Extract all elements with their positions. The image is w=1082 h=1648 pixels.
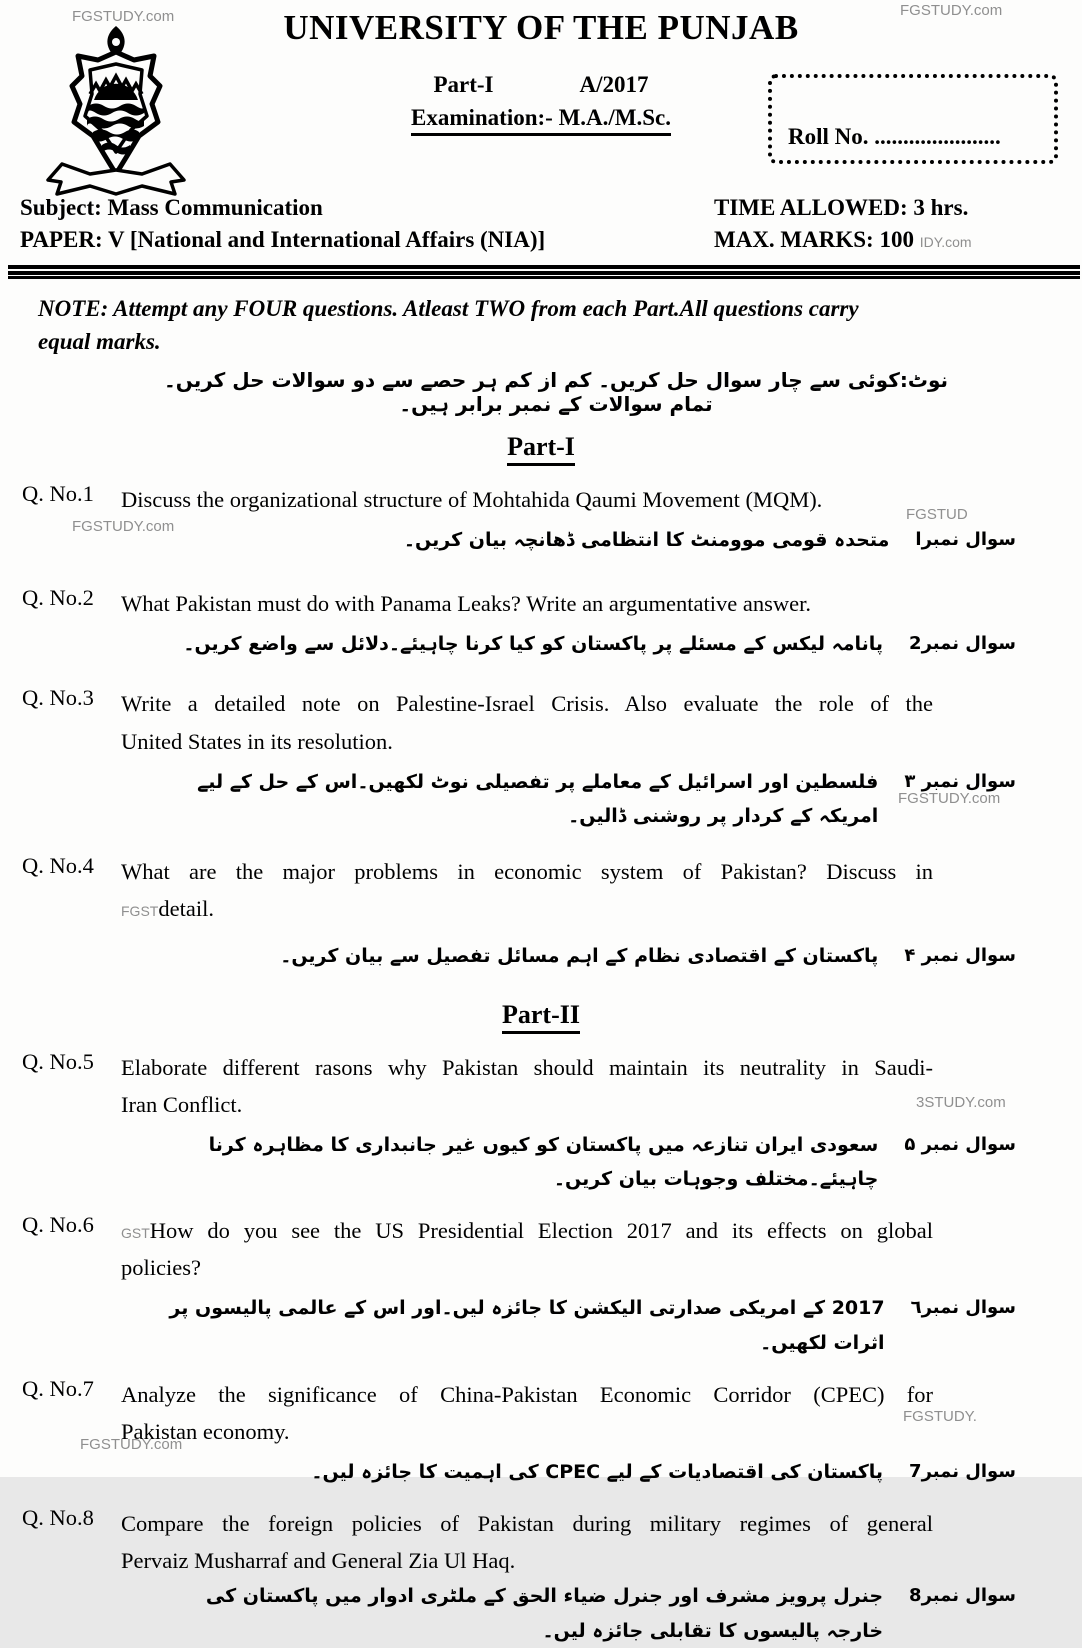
question-6 <box>22 1212 1082 1360</box>
watermark-q6-inline: GST <box>121 1225 150 1242</box>
question-7-text-line2: Pakistan economy. <box>121 1418 290 1444</box>
watermark-q1-left: FGSTUDY.com <box>72 518 175 535</box>
question-5-urdu-label: سوال نمبر ۵ <box>904 1133 1016 1155</box>
question-7-urdu: پاکستان کی اقتصادیات کے لیے CPEC کی اہمیت کا جائزہ لیں۔ <box>311 1461 884 1484</box>
part1-heading: Part-I <box>0 432 1082 466</box>
part-label: Part-I <box>433 72 494 97</box>
question-7-urdu-label: سوال نمبر7 <box>909 1461 1016 1483</box>
question-2-urdu-label: سوال نمبر2 <box>909 633 1016 655</box>
question-6-urdu: 2017 کے امریکی صدارتی الیکشن کا جائزہ لیں۔اور اس کے عالمی پالیسوں پر اثرات لکھیں۔ <box>169 1297 885 1354</box>
question-2-number: Q. No.2 <box>22 585 94 611</box>
question-4-urdu: پاکستان کے اقتصادی نظام کے اہم مسائل تفصیل سے بیان کریں۔ <box>280 945 879 968</box>
question-7-number: Q. No.7 <box>22 1375 94 1401</box>
question-8-text-line1: Compare the foreign policies of Pakistan during military regimes of general <box>121 1511 933 1537</box>
question-3-urdu: فلسطین اور اسرائیل کے معاملے پر تفصیلی نوٹ لکھیں۔اس کے حل کے لیے امریکہ کے کردار پر روشنی ڈالیں۔ <box>197 770 879 827</box>
roll-no-label: Roll No. ...................... <box>788 124 1001 149</box>
question-6-number: Q. No.6 <box>22 1212 94 1238</box>
question-5 <box>22 1049 1082 1197</box>
question-1-urdu-label: سوال نمبرا <box>915 528 1016 550</box>
watermark-q4-inline: FGST <box>121 903 159 920</box>
note-english: NOTE: Attempt any FOUR questions. Atleast TWO from each Part.All questions carry equal marks. <box>38 296 859 354</box>
max-marks: MAX. MARKS: 100 IDY.com <box>714 226 972 252</box>
question-5-urdu: سعودی ایران تنازعہ میں پاکستان کو کیوں غیر جانبداری کا مظاہرہ کرنا چاہیئے۔مختلف وجوہات بیان کریں۔ <box>208 1133 879 1190</box>
note-urdu: نوٹ:کوئی سے چار سوال حل کریں۔ کم از کم ہر حصے سے دو سوالات حل کریں۔ تمام سوالات کے نمبر برابر ہیں۔ <box>163 367 948 416</box>
subject-line: Subject: Mass Communication <box>20 195 323 220</box>
question-5-number: Q. No.5 <box>22 1048 94 1074</box>
question-4 <box>22 853 1082 973</box>
question-2 <box>22 585 1082 661</box>
part2-heading: Part-II <box>0 1000 1082 1034</box>
time-allowed: TIME ALLOWED: 3 hrs. <box>714 195 969 220</box>
question-1-text: Discuss the organizational structure of Mohtahida Qaumi Movement (MQM). <box>121 486 823 512</box>
university-crest-icon <box>30 22 202 214</box>
question-4-number: Q. No.4 <box>22 853 94 879</box>
watermark-q8-right: FGSTUDY. <box>903 1408 977 1425</box>
question-5-text-line1: Elaborate different rasons why Pakistan should maintain its neutrality in Saudi- <box>121 1054 933 1080</box>
question-6-urdu-label: سوال نمبر٦ <box>910 1297 1016 1319</box>
question-8-urdu-label: سوال نمبر8 <box>909 1585 1016 1607</box>
question-3-urdu-label: سوال نمبر ۳ <box>904 770 1016 792</box>
question-3-text-line2: United States in its resolution. <box>121 728 393 754</box>
question-1-number: Q. No.1 <box>22 480 94 506</box>
question-4-urdu-label: سوال نمبر ۴ <box>904 945 1016 967</box>
question-4-text-line1: What are the major problems in economic system of Pakistan? Discuss in <box>121 859 933 885</box>
watermark-bottom-left: FGSTUDY.com <box>80 1436 183 1453</box>
question-8-number: Q. No.8 <box>22 1505 94 1531</box>
divider-rule <box>8 265 1080 279</box>
question-3-text-line1: Write a detailed note on Palestine-Israel Crisis. Also evaluate the role of the <box>121 691 933 717</box>
watermark-top-left: FGSTUDY.com <box>72 8 175 25</box>
watermark-marks-inline: IDY.com <box>919 233 972 250</box>
question-7 <box>22 1376 1082 1489</box>
question-3 <box>22 685 1082 833</box>
question-1-urdu: متحدہ قومی موومنٹ کا انتظامی ڈھانچہ بیان کریں۔ <box>403 528 890 551</box>
question-8-urdu: جنرل پرویز مشرف اور جنرل ضیاء الحق کے ملٹری ادوار میں پاکستان کی خارجہ پالیسوں کا تقابلی جائزہ لیں۔ <box>205 1585 884 1642</box>
watermark-q4-right: FGSTUDY.com <box>898 790 1001 807</box>
examination-line: Examination:- M.A./M.Sc. <box>411 105 671 136</box>
watermark-q6-right: 3STUDY.com <box>916 1094 1006 1111</box>
question-5-text-line2: Iran Conflict. <box>121 1091 243 1117</box>
paper-line: PAPER: V [National and International Affairs (NIA)] <box>20 226 546 252</box>
roll-no-box <box>768 74 1058 164</box>
question-2-urdu: پانامہ لیکس کے مسئلے پر پاکستان کو کیا کرنا چاہیئے۔دلائل سے واضع کریں۔ <box>183 633 884 656</box>
watermark-q1-right: FGSTUD <box>906 506 968 523</box>
question-3-number: Q. No.3 <box>22 685 94 711</box>
question-7-text-line1: Analyze the significance of China-Pakistan Economic Corridor (CPEC) for <box>121 1381 933 1407</box>
question-8-text-line2: Pervaiz Musharraf and General Zia Ul Haq. <box>121 1548 516 1574</box>
question-6-text-line2: policies? <box>121 1255 201 1281</box>
watermark-top-right: FGSTUDY.com <box>900 2 1003 19</box>
question-4-text-line2: FGSTdetail. <box>121 896 214 922</box>
question-2-text: What Pakistan must do with Panama Leaks? Write an argumentative answer. <box>121 591 811 617</box>
question-8 <box>22 1505 1082 1648</box>
session-label: A/2017 <box>579 72 649 97</box>
question-6-text-line1: GSTHow do you see the US Presidential Election 2017 and its effects on global <box>121 1218 933 1244</box>
page-title: UNIVERSITY OF THE PUNJAB <box>283 8 799 47</box>
